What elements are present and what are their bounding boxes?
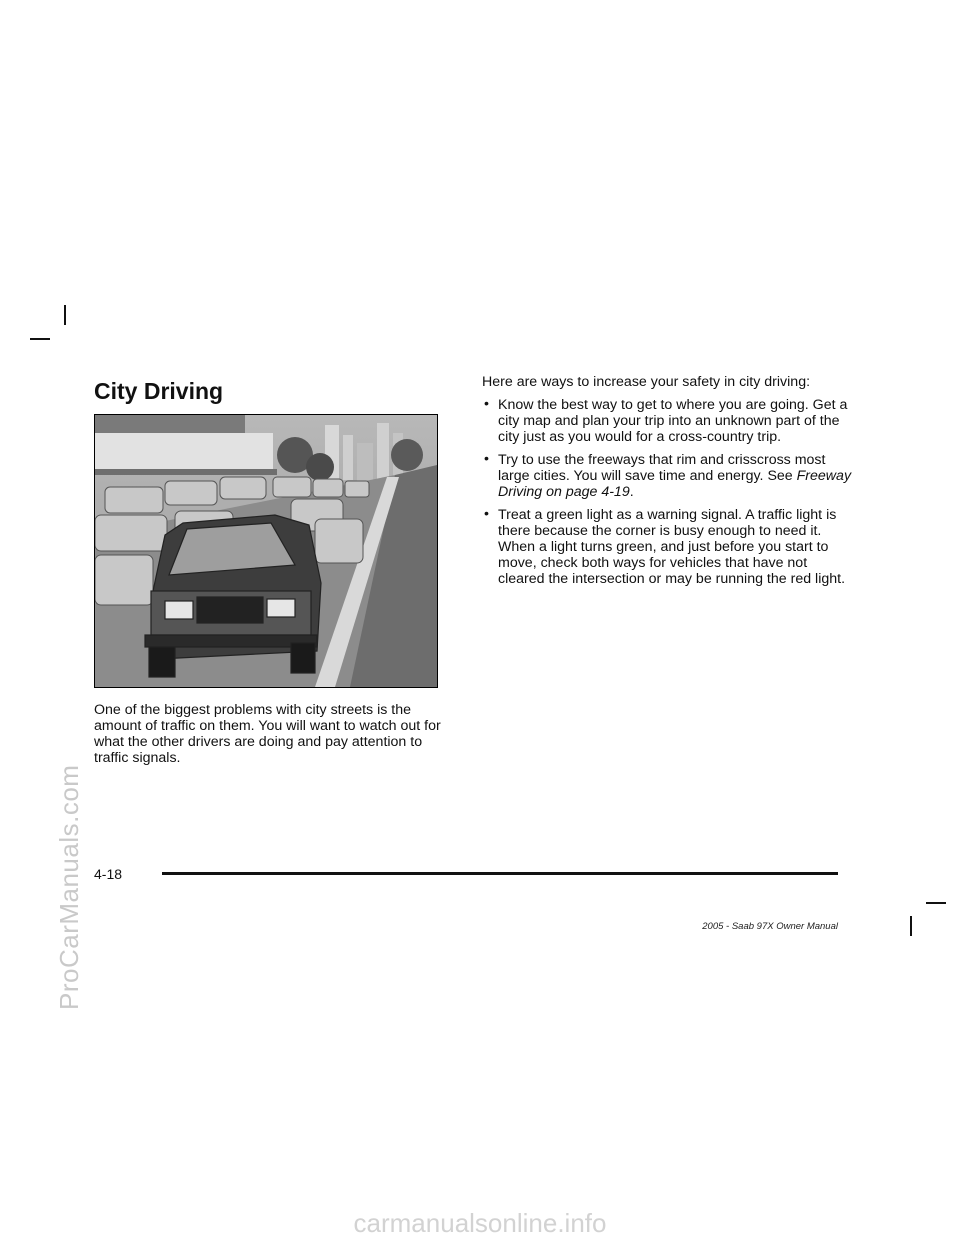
footer-rule [162, 872, 838, 875]
bullet-text-end: . [629, 484, 634, 500]
bullet-item [482, 397, 854, 445]
crop-mark [926, 902, 946, 904]
bullet-item [482, 452, 854, 500]
page-number: 4-18 [94, 866, 123, 882]
watermark-left-text: ProCarManuals.com [54, 764, 84, 1010]
bullet-text: Treat a green light as a warning signal. A traffic light is there because the corner is busy enough to need it. When a light turns green, and just before you start to move, check both ways for vehicles that have not cleared the intersection or may be running the red light. [498, 507, 846, 587]
bullet-glyph: • [484, 396, 489, 412]
intro-paragraph: One of the biggest problems with city streets is the amount of traffic on them. You will want to watch out for what the other drivers are doing and pay attention to traffic signals. [94, 702, 441, 766]
traffic-jam-illustration [95, 415, 437, 687]
traffic-jam-photo [94, 414, 438, 688]
watermark-bottom: carmanualsonline.info [353, 1208, 607, 1238]
bullet-glyph: • [484, 451, 489, 467]
manual-footer: 2005 - Saab 97X Owner Manual [702, 921, 838, 932]
bullet-text: Know the best way to get to where you are going. Get a city map and plan your trip into an unknown part of the city just as you would for a cross-country trip. [498, 397, 848, 445]
tips-column [482, 374, 854, 587]
crop-mark [64, 305, 66, 325]
tips-intro: Here are ways to increase your safety in city driving: [482, 374, 811, 390]
bullet-glyph: • [484, 506, 489, 522]
bullet-text: Try to use the freeways that rim and crisscross most large cities. You will save time and energy. See [498, 452, 826, 484]
crop-mark [30, 338, 50, 340]
crop-mark [910, 916, 912, 936]
cross-reference-link[interactable]: Freeway Driving on page 4-19 [498, 468, 852, 500]
bullet-item [482, 507, 854, 587]
page-title: City Driving [94, 378, 224, 404]
watermark-left [10, 510, 84, 1010]
